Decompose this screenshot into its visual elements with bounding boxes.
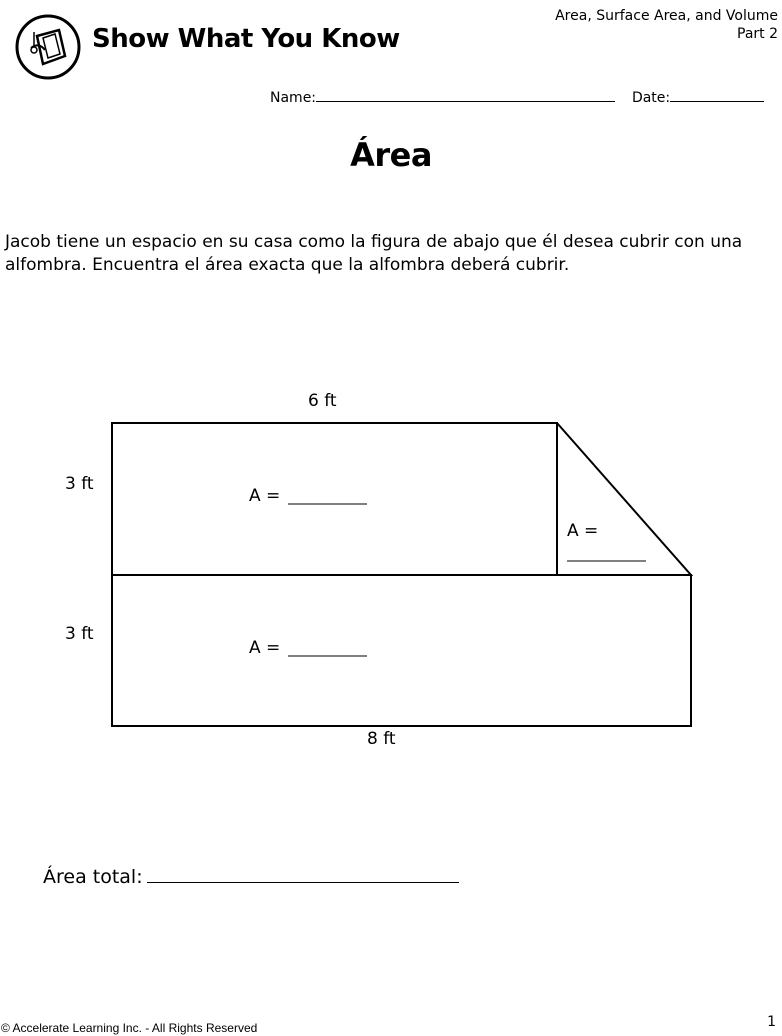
name-date-row (270, 89, 764, 106)
lower-area-label: A = (249, 638, 281, 658)
name-field[interactable] (316, 89, 615, 102)
date-label: Date: (631, 90, 671, 106)
lower-rectangle (112, 575, 691, 726)
unit-part: Part 2 (737, 26, 778, 42)
total-area-label: Área total: (43, 866, 143, 888)
upper-area-label: A = (249, 486, 281, 506)
upper-rectangle (112, 423, 557, 575)
triangle-area-label: A = (567, 521, 599, 541)
copyright: © Accelerate Learning Inc. - All Rights Reserved (1, 1021, 258, 1035)
top-width-label: 6 ft (308, 391, 337, 411)
brand-title: Show What You Know (92, 24, 400, 54)
bottom-width-label: 8 ft (367, 729, 396, 749)
total-area-row (43, 864, 459, 888)
total-area-field[interactable] (147, 864, 459, 883)
upper-height-label: 3 ft (65, 474, 94, 494)
figure-shapes (112, 423, 691, 726)
lower-height-label: 3 ft (65, 624, 94, 644)
unit-heading (555, 7, 778, 43)
composite-figure (0, 380, 782, 760)
logo-icon (15, 14, 81, 80)
name-label: Name: (270, 90, 317, 106)
right-triangle (557, 423, 691, 575)
date-field[interactable] (670, 89, 764, 102)
unit-title: Area, Surface Area, and Volume (555, 8, 778, 24)
page-title: Área (350, 136, 432, 174)
page-number: 1 (767, 1014, 776, 1030)
problem-text: Jacob tiene un espacio en su casa como la figura de abajo que él desea cubrir con una alfombra. Encuentra el área exacta que la alfombra deberá cubrir. (5, 232, 743, 275)
